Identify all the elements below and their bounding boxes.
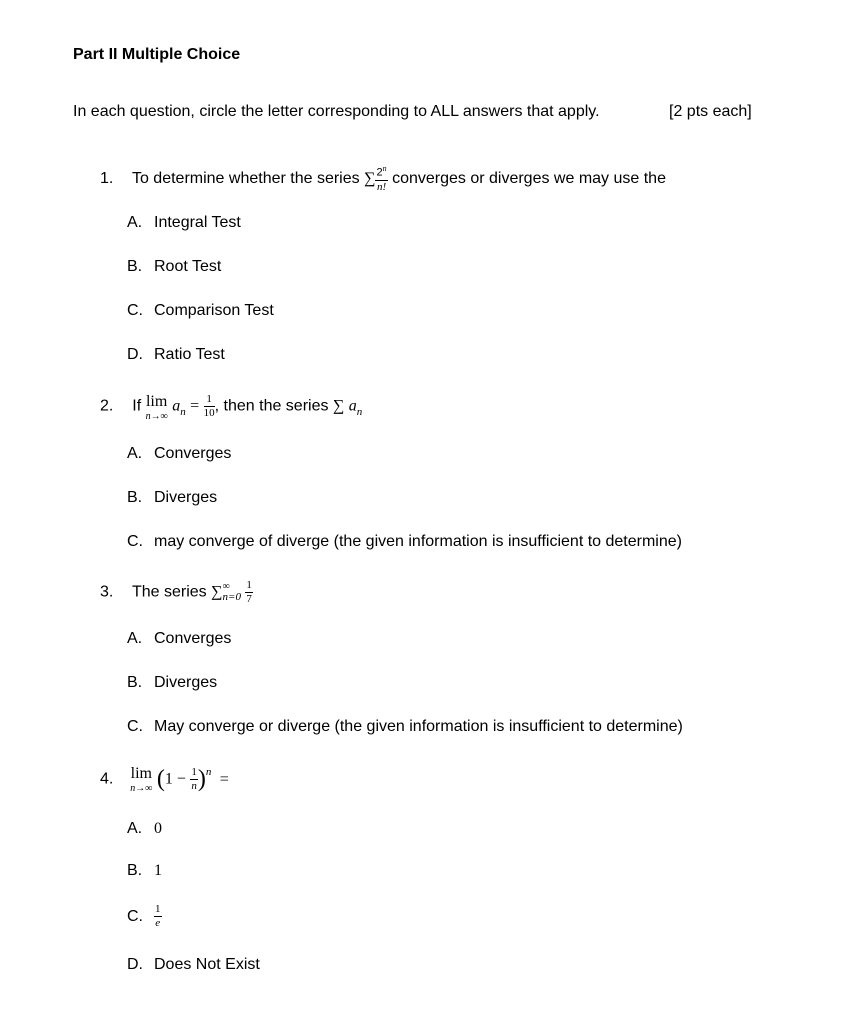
sequence-a: a	[172, 397, 181, 415]
lim-subscript: n→∞	[145, 411, 168, 422]
option-letter[interactable]: A.	[127, 445, 143, 462]
one-minus: 1 −	[164, 770, 186, 788]
option-4b[interactable]	[127, 862, 162, 880]
sigma-symbol: ∑	[211, 583, 223, 601]
equals-sign: =	[190, 397, 200, 415]
option-text: Integral Test	[154, 214, 241, 231]
fraction-denominator: 10	[203, 407, 215, 419]
option-letter[interactable]: D.	[127, 956, 143, 973]
option-letter[interactable]: C.	[127, 907, 143, 925]
question-number: 3.	[100, 583, 114, 601]
option-2b[interactable]	[127, 489, 217, 507]
option-letter[interactable]: D.	[127, 346, 143, 363]
option-fraction	[154, 904, 162, 929]
option-text: 1	[154, 862, 162, 879]
option-text: may converge of diverge (the given information is insufficient to determine)	[154, 533, 682, 550]
option-letter[interactable]: B.	[127, 258, 143, 275]
fraction-numerator: 1	[204, 394, 215, 407]
lim-label: lim	[130, 765, 152, 782]
question-text-after: then the series	[223, 397, 329, 415]
equals-sign: =	[219, 770, 229, 788]
question-number: 4.	[100, 770, 114, 788]
option-text: 0	[154, 820, 162, 837]
series-subscript: n	[356, 405, 363, 418]
question-3	[100, 580, 253, 605]
fraction-numerator: 1	[155, 903, 161, 915]
fraction-denominator: n!	[376, 180, 387, 193]
close-paren: )	[197, 766, 206, 792]
option-4d[interactable]	[127, 956, 260, 974]
points-label: [2 pts each]	[669, 103, 752, 120]
option-letter[interactable]: A.	[127, 820, 143, 837]
limit-fraction	[204, 394, 215, 419]
option-1a[interactable]	[127, 214, 241, 232]
option-3c[interactable]	[127, 718, 683, 736]
limit-expression	[146, 394, 168, 422]
option-text: Does Not Exist	[154, 956, 260, 973]
fraction-denominator: e	[155, 917, 161, 929]
question-2	[100, 394, 362, 422]
question-text: To determine whether the series	[131, 170, 360, 188]
series-fraction	[375, 165, 387, 193]
option-1c[interactable]	[127, 302, 274, 320]
question-1	[100, 165, 666, 193]
numerator-exponent: n	[382, 164, 387, 173]
question-text: If	[132, 397, 142, 415]
series-a: a	[348, 397, 357, 415]
option-text: Diverges	[154, 489, 218, 506]
option-letter[interactable]: C.	[127, 302, 143, 319]
question-number: 1.	[100, 170, 114, 188]
comma: ,	[214, 397, 220, 415]
sigma-symbol: ∑	[364, 170, 376, 188]
question-text-after: converges or diverges we may use the	[392, 170, 666, 188]
option-text: May converge or diverge (the given information is insufficient to determine)	[154, 718, 683, 735]
option-4c[interactable]	[127, 904, 162, 929]
limit-fraction	[190, 767, 198, 792]
option-letter[interactable]: A.	[127, 630, 143, 647]
option-text: Converges	[154, 445, 232, 462]
limit-expression	[130, 766, 152, 794]
sigma-symbol: ∑	[332, 397, 345, 415]
open-paren: (	[156, 766, 165, 792]
lim-label: lim	[145, 393, 168, 410]
sigma-bounds	[223, 582, 241, 603]
option-3b[interactable]	[127, 674, 217, 692]
option-letter[interactable]: B.	[127, 862, 143, 879]
option-1b[interactable]	[127, 258, 221, 276]
question-number: 2.	[100, 397, 114, 415]
instructions: In each question, circle the letter corresponding to ALL answers that apply.	[73, 103, 600, 120]
option-3a[interactable]	[127, 630, 231, 648]
option-text: Comparison Test	[154, 302, 274, 319]
question-4	[100, 766, 229, 794]
option-text: Ratio Test	[154, 346, 225, 363]
sigma-upper: ∞	[222, 581, 230, 592]
option-4a[interactable]	[127, 820, 162, 838]
sequence-subscript: n	[180, 405, 186, 418]
option-text: Root Test	[154, 258, 222, 275]
option-2c[interactable]	[127, 533, 682, 551]
option-letter[interactable]: A.	[127, 214, 143, 231]
fraction-numerator: 1	[191, 766, 197, 778]
question-text: The series	[131, 583, 207, 601]
option-1d[interactable]	[127, 346, 225, 364]
sigma-lower: n=0	[222, 591, 241, 603]
lim-subscript: n→∞	[130, 783, 153, 794]
option-letter[interactable]: B.	[127, 674, 143, 691]
exponent: n	[205, 766, 212, 778]
option-text: Diverges	[154, 674, 218, 691]
fraction-numerator: 1	[246, 579, 252, 591]
option-letter[interactable]: C.	[127, 533, 143, 550]
option-text: Converges	[154, 630, 232, 647]
section-title: Part II Multiple Choice	[73, 46, 241, 63]
option-2a[interactable]	[127, 445, 231, 463]
series-fraction	[245, 580, 253, 605]
fraction-numerator: 2	[376, 166, 383, 179]
fraction-denominator: 7	[246, 593, 252, 605]
option-letter[interactable]: B.	[127, 489, 143, 506]
fraction-denominator: n	[191, 780, 197, 792]
option-letter[interactable]: C.	[127, 718, 143, 735]
